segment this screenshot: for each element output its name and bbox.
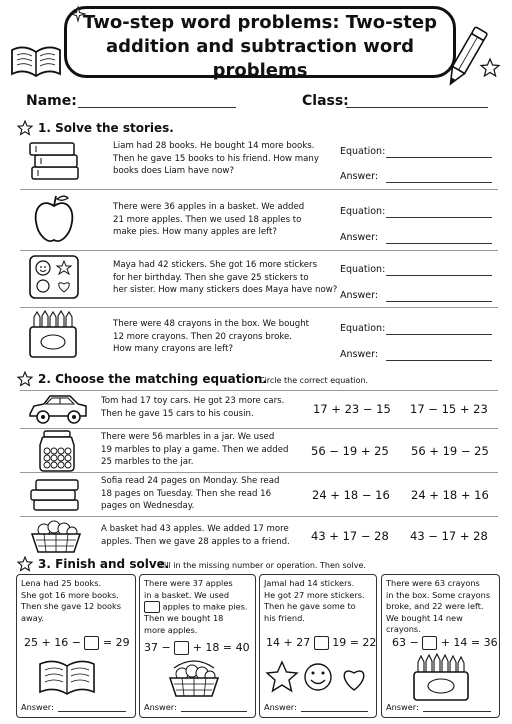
open-book-icon xyxy=(36,656,98,698)
problem-2-text: There were 36 apples in a basket. We added 21 more apples. Then we used 18 apples to make pies. How many apples are left? xyxy=(113,202,305,238)
sparkle-icon xyxy=(70,6,86,22)
card-2-text: There were 37 apples in a basket. We used apples to make pies. Then we bought 18 more apples. xyxy=(144,578,248,635)
divider xyxy=(20,428,498,429)
missing-number-box[interactable] xyxy=(144,601,160,613)
crayons-icon xyxy=(408,652,472,702)
card-3-text: Jamal had 14 stickers. He got 27 more stickers. Then he gave some to his friend. xyxy=(264,578,365,623)
equation-field-1[interactable] xyxy=(386,157,492,158)
answer-label: Answer: xyxy=(386,702,419,712)
stickers-icon xyxy=(26,252,82,302)
equation-option[interactable]: 56 − 19 + 25 xyxy=(311,444,389,458)
crayons-icon xyxy=(24,309,82,361)
answer-field[interactable] xyxy=(181,711,247,712)
divider xyxy=(20,472,498,473)
equation-option[interactable]: 17 + 23 − 15 xyxy=(313,402,391,416)
equation-field-4[interactable] xyxy=(386,334,492,335)
problem-1-text: Liam had 28 books. He bought 14 more books. Then he gave 15 books to his friend. How many books does Liam have now? xyxy=(113,141,319,177)
title-line-2: addition and subtraction word problems xyxy=(105,36,415,81)
answer-label: Answer: xyxy=(144,702,177,712)
answer-field-2[interactable] xyxy=(386,243,492,244)
equation-label: Equation: xyxy=(340,146,386,157)
answer-field-1[interactable] xyxy=(386,182,492,183)
answer-label: Answer: xyxy=(340,349,379,360)
books-stack-icon xyxy=(28,474,84,514)
section-star-icon xyxy=(17,556,33,572)
answer-field-4[interactable] xyxy=(386,360,492,361)
card-1-text: Lena had 25 books. She got 16 more books. Then she gave 12 books away. xyxy=(21,578,122,623)
answer-label: Answer: xyxy=(340,171,379,182)
star-icon xyxy=(480,58,500,78)
equation-option[interactable]: 24 + 18 − 16 xyxy=(312,488,390,502)
answer-field[interactable] xyxy=(301,711,368,712)
equation-field-3[interactable] xyxy=(386,275,492,276)
section2-instruction: Circle the correct equation. xyxy=(259,376,369,385)
answer-field[interactable] xyxy=(423,711,491,712)
match-4-text: A basket had 43 apples. We added 17 more apples. Then we gave 28 apples to a friend. xyxy=(101,524,290,547)
equation-option[interactable]: 24 + 18 + 16 xyxy=(411,488,489,502)
equation-field-2[interactable] xyxy=(386,217,492,218)
answer-field[interactable] xyxy=(58,711,126,712)
match-2-text: There were 56 marbles in a jar. We used 19 marbles to play a game. Then we added 25 marbles to the jar. xyxy=(101,432,289,468)
equation-label: Equation: xyxy=(340,264,386,275)
stickers-icon xyxy=(264,660,372,696)
missing-number-box[interactable] xyxy=(174,641,189,655)
class-label: Class: xyxy=(302,93,349,109)
answer-label: Answer: xyxy=(21,702,54,712)
divider xyxy=(20,307,498,308)
section-star-icon xyxy=(17,120,33,136)
apple-basket-icon xyxy=(28,516,84,554)
missing-number-box[interactable] xyxy=(84,636,99,650)
section3-instruction: Fill in the missing number or operation. Then solve. xyxy=(160,561,366,570)
missing-number-box[interactable] xyxy=(422,636,437,650)
equation-label: Equation: xyxy=(340,206,386,217)
name-label: Name: xyxy=(26,93,77,109)
equation-option[interactable]: 43 + 17 − 28 xyxy=(311,529,389,543)
missing-operation-box[interactable] xyxy=(314,636,329,650)
divider xyxy=(20,516,498,517)
section-star-icon xyxy=(17,371,33,387)
answer-label: Answer: xyxy=(340,290,379,301)
open-book-icon xyxy=(8,40,64,80)
class-field[interactable] xyxy=(346,107,488,108)
answer-label: Answer: xyxy=(340,232,379,243)
answer-field-3[interactable] xyxy=(386,301,492,302)
books-icon xyxy=(26,137,84,183)
card-4-equation: 63 − + 14 = 36 xyxy=(392,636,498,649)
equation-option[interactable]: 56 + 19 − 25 xyxy=(411,444,489,458)
equation-label: Equation: xyxy=(340,323,386,334)
section2-heading: 2. Choose the matching equation. xyxy=(38,372,267,386)
pencil-icon xyxy=(446,22,486,92)
divider xyxy=(20,189,498,190)
apple-icon xyxy=(32,192,76,246)
name-field[interactable] xyxy=(78,107,236,108)
section3-heading: 3. Finish and solve. xyxy=(38,557,170,571)
match-1-text: Tom had 17 toy cars. He got 23 more cars. Then he gave 15 cars to his cousin. xyxy=(101,396,285,419)
card-3-equation: 14 + 27 19 = 22 xyxy=(266,636,377,649)
equation-option[interactable]: 17 − 15 + 23 xyxy=(410,402,488,416)
divider xyxy=(20,390,498,391)
equation-option[interactable]: 43 − 17 + 28 xyxy=(410,529,488,543)
answer-label: Answer: xyxy=(264,702,297,712)
page-title xyxy=(64,11,456,83)
match-3-text: Sofia read 24 pages on Monday. She read 18 pages on Tuesday. Then she read 16 pages on Wednesday. xyxy=(101,476,280,512)
marbles-jar-icon xyxy=(34,429,80,473)
problem-3-text: Maya had 42 stickers. She got 16 more stickers for her birthday. Then she gave 25 stickers to her sister. How many stickers does Maya have now? xyxy=(113,260,338,296)
card-4-text: There were 63 crayons in the box. Some crayons broke, and 22 were left. We bought 14 new crayons. xyxy=(386,578,491,635)
section1-heading: 1. Solve the stories. xyxy=(38,121,174,135)
divider xyxy=(20,250,498,251)
problem-4-text: There were 48 crayons in the box. We bought 12 more crayons. Then 20 crayons broke. How many crayons are left? xyxy=(113,319,310,355)
card-2-equation: 37 − + 18 = 40 xyxy=(144,641,250,654)
car-icon xyxy=(26,392,90,426)
title-line-1: Two-step word problems: Two-step xyxy=(83,12,437,33)
apple-basket-icon xyxy=(166,660,222,700)
card-1-equation: 25 + 16 − = 29 xyxy=(24,636,130,649)
